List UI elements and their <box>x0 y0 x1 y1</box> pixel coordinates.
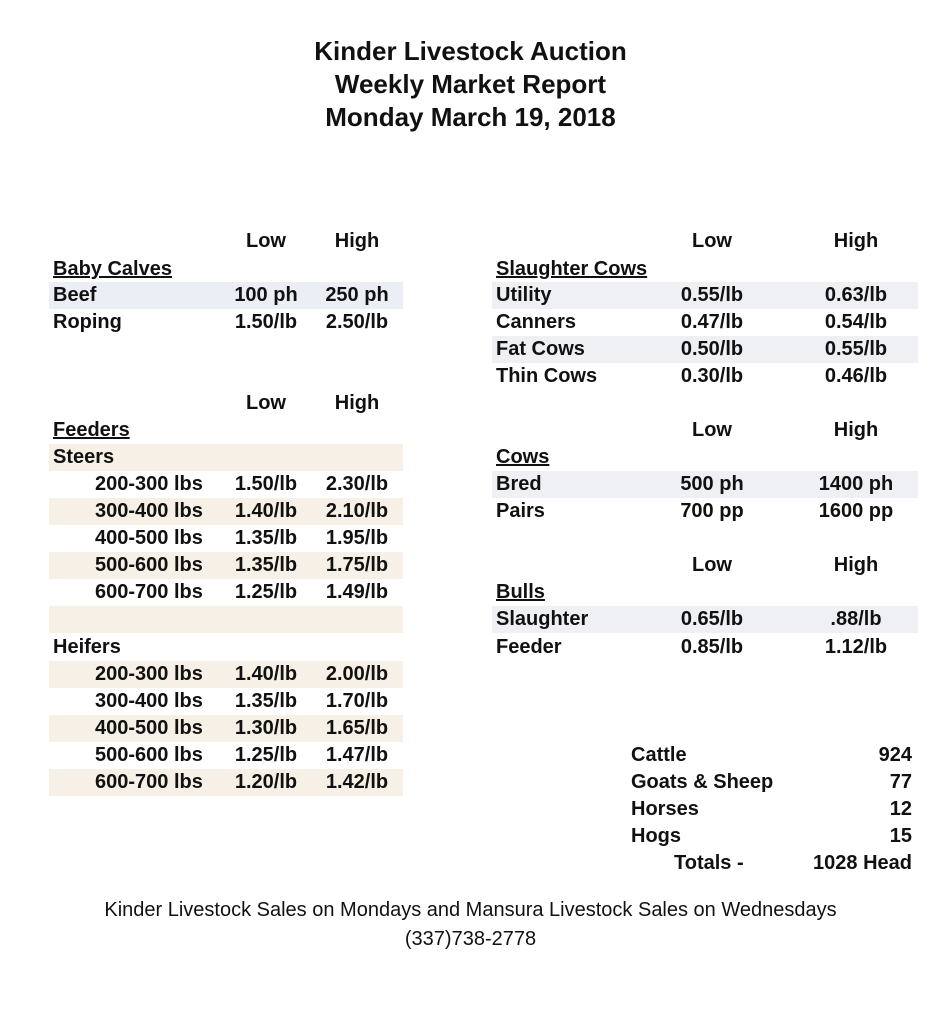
high-header: High <box>334 392 380 414</box>
high-value: 250 ph <box>325 284 389 306</box>
high-header: High <box>833 554 879 576</box>
heifers-label: Heifers <box>53 636 121 658</box>
high-value: 1.70/lb <box>325 690 389 712</box>
count-label: Cattle <box>631 744 687 766</box>
row-label: 400-500 lbs <box>95 717 203 739</box>
low-value: 1.50/lb <box>234 311 298 333</box>
high-value: 1.12/lb <box>824 636 888 658</box>
low-value: 700 pp <box>680 500 744 522</box>
totals-label: Totals - <box>674 852 744 874</box>
count-label: Goats & Sheep <box>631 771 774 793</box>
row-label: Canners <box>496 311 577 333</box>
row-label: 300-400 lbs <box>95 500 203 522</box>
high-value: 1600 pp <box>818 500 894 522</box>
report-title-line1: Kinder Livestock Auction <box>314 36 627 66</box>
low-value: 0.55/lb <box>680 284 744 306</box>
row-label: 200-300 lbs <box>95 663 203 685</box>
report-date: Monday March 19, 2018 <box>325 102 616 132</box>
steers-label: Steers <box>53 446 115 468</box>
high-value: 1.95/lb <box>325 527 389 549</box>
row-label: Utility <box>496 284 552 306</box>
bulls-title: Bulls <box>496 581 545 603</box>
row-label: Beef <box>53 284 97 306</box>
low-value: 0.30/lb <box>680 365 744 387</box>
high-header: High <box>833 230 879 252</box>
high-value: 1.75/lb <box>325 554 389 576</box>
high-value: 0.63/lb <box>824 284 888 306</box>
row-label: Slaughter <box>496 608 589 630</box>
low-value: 0.50/lb <box>680 338 744 360</box>
low-value: 1.20/lb <box>234 771 298 793</box>
row-label: Thin Cows <box>496 365 598 387</box>
high-value: 2.30/lb <box>325 473 389 495</box>
footer-phone: (337)738-2778 <box>404 928 537 950</box>
totals-value: 1028 Head <box>813 852 912 874</box>
row-label: Bred <box>496 473 542 495</box>
row-label: 200-300 lbs <box>95 473 203 495</box>
high-value: 0.55/lb <box>824 338 888 360</box>
low-header: Low <box>692 554 732 576</box>
slaughter-cows-title: Slaughter Cows <box>496 258 648 280</box>
count-value: 15 <box>889 825 912 847</box>
row-shading <box>49 606 403 633</box>
high-value: 1.65/lb <box>325 717 389 739</box>
low-value: 1.30/lb <box>234 717 298 739</box>
high-header: High <box>334 230 380 252</box>
count-value: 12 <box>889 798 912 820</box>
low-value: 1.35/lb <box>234 690 298 712</box>
low-value: 1.40/lb <box>234 663 298 685</box>
footer-sales-schedule: Kinder Livestock Sales on Mondays and Mansura Livestock Sales on Wednesdays <box>104 899 837 921</box>
row-label: Feeder <box>496 636 562 658</box>
low-value: 0.65/lb <box>680 608 744 630</box>
row-label: 500-600 lbs <box>95 554 203 576</box>
low-value: 1.35/lb <box>234 554 298 576</box>
low-value: 100 ph <box>234 284 298 306</box>
high-value: 2.50/lb <box>325 311 389 333</box>
count-value: 77 <box>889 771 912 793</box>
count-value: 924 <box>878 744 912 766</box>
high-value: 2.10/lb <box>325 500 389 522</box>
high-header: High <box>833 419 879 441</box>
low-header: Low <box>246 230 286 252</box>
row-label: Fat Cows <box>496 338 585 360</box>
feeders-title: Feeders <box>53 419 130 441</box>
baby-calves-title: Baby Calves <box>53 258 172 280</box>
row-label: 600-700 lbs <box>95 581 203 603</box>
high-value: 0.54/lb <box>824 311 888 333</box>
count-label: Hogs <box>631 825 681 847</box>
low-value: 0.47/lb <box>680 311 744 333</box>
low-value: 1.25/lb <box>234 744 298 766</box>
count-label: Horses <box>631 798 699 820</box>
row-label: Roping <box>53 311 122 333</box>
high-value: 0.46/lb <box>824 365 888 387</box>
high-value: 1.49/lb <box>325 581 389 603</box>
low-value: 1.50/lb <box>234 473 298 495</box>
high-value: 1.42/lb <box>325 771 389 793</box>
high-value: 1.47/lb <box>325 744 389 766</box>
high-value: 2.00/lb <box>325 663 389 685</box>
low-value: 1.35/lb <box>234 527 298 549</box>
low-value: 0.85/lb <box>680 636 744 658</box>
low-header: Low <box>692 230 732 252</box>
low-value: 500 ph <box>680 473 744 495</box>
low-value: 1.25/lb <box>234 581 298 603</box>
row-label: 400-500 lbs <box>95 527 203 549</box>
low-header: Low <box>246 392 286 414</box>
low-header: Low <box>692 419 732 441</box>
report-title-line2: Weekly Market Report <box>334 69 607 99</box>
high-value: 1400 ph <box>818 473 894 495</box>
row-label: 600-700 lbs <box>95 771 203 793</box>
row-label: 500-600 lbs <box>95 744 203 766</box>
row-label: 300-400 lbs <box>95 690 203 712</box>
row-label: Pairs <box>496 500 545 522</box>
high-value: .88/lb <box>830 608 882 630</box>
low-value: 1.40/lb <box>234 500 298 522</box>
cows-title: Cows <box>496 446 550 468</box>
